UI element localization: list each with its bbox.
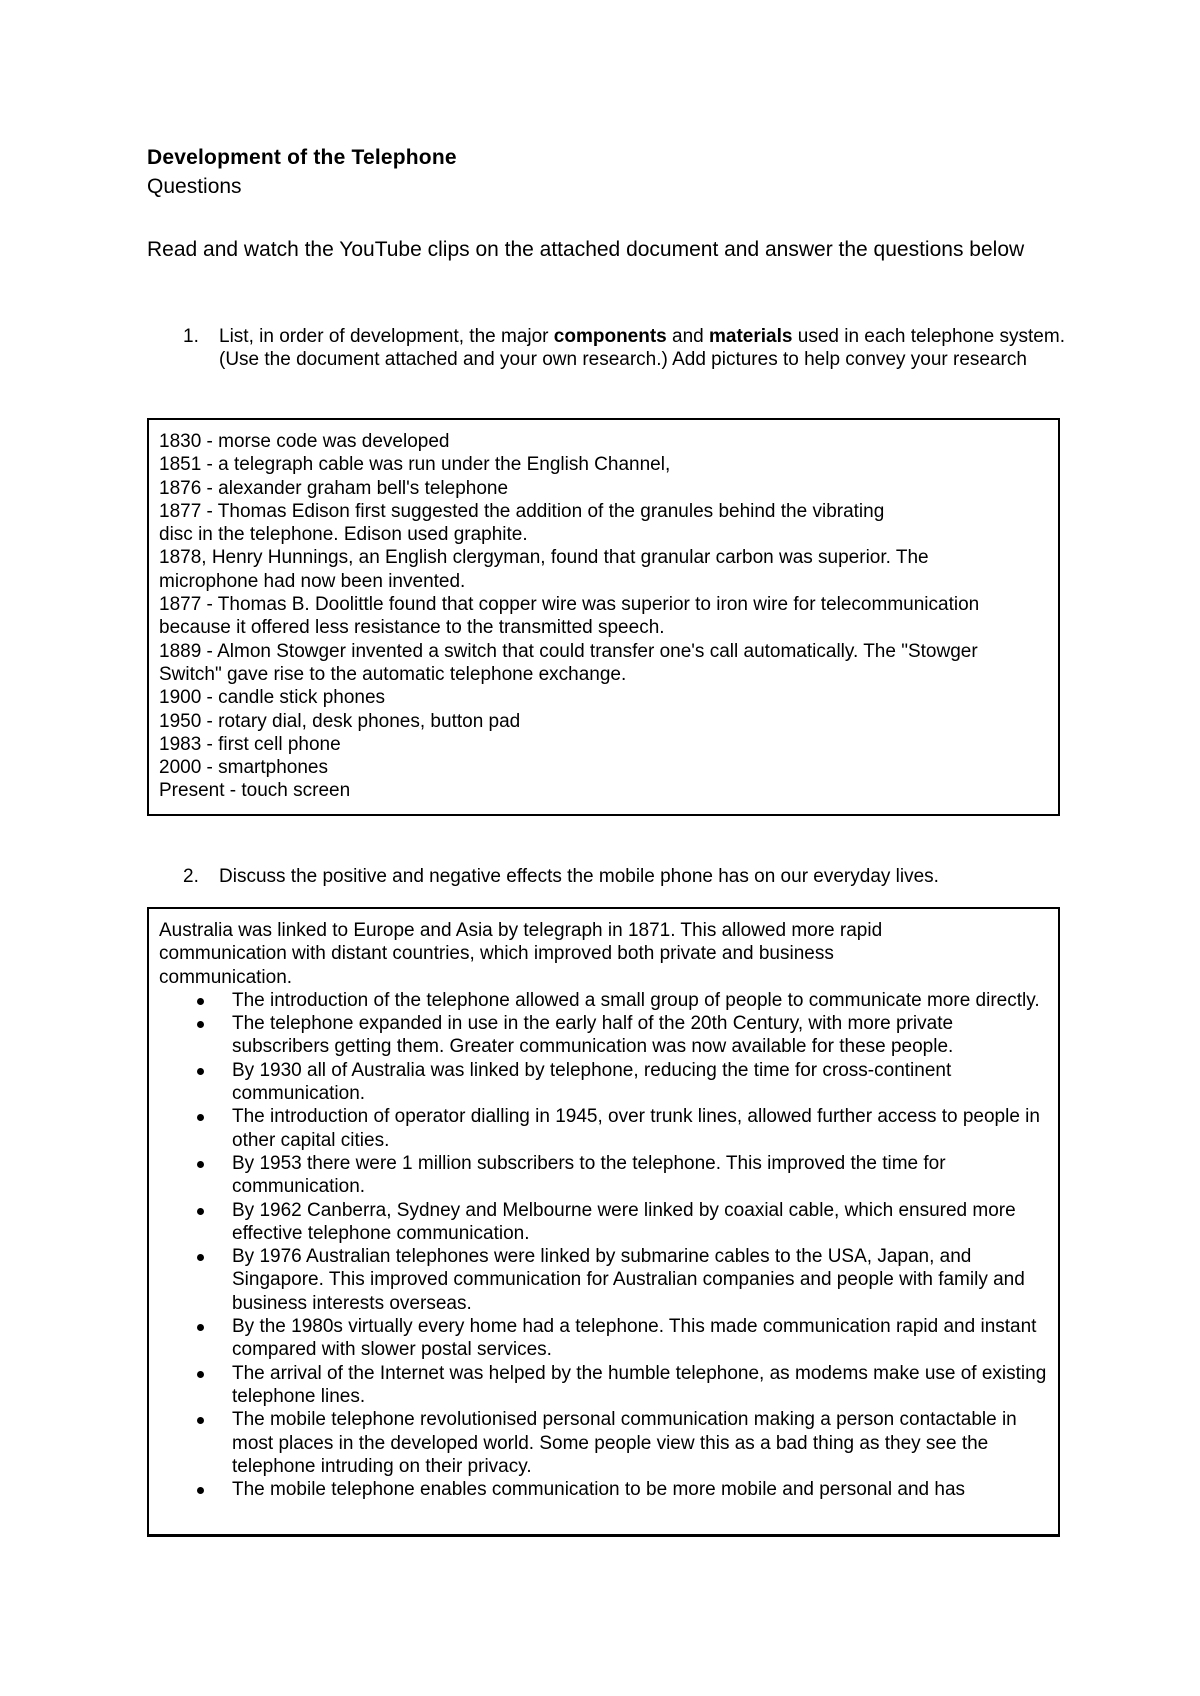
bullet-icon: [197, 1371, 204, 1378]
list-item: [159, 1315, 1048, 1362]
bullet-icon: [197, 1114, 204, 1121]
bullet-icon: [197, 1068, 204, 1075]
answer-1-line: 1878, Henry Hunnings, an English clergyman, found that granular carbon was superior. The: [159, 547, 929, 569]
answer-1-line: 1876 - alexander graham bell's telephone: [159, 477, 509, 499]
answer-2-intro: Australia was linked to Europe and Asia by telegraph in 1871. This allowed more rapid communication with distant countries, which improved both private and business communication.: [159, 920, 883, 988]
bullet-text: The introduction of the telephone allowed a small group of people to communicate more directly.: [232, 989, 1040, 1011]
question-1-text-part: and: [666, 326, 710, 347]
question-1: [147, 325, 1067, 371]
answer-1-line: 1900 - candle stick phones: [159, 687, 386, 709]
question-1-bold-components: components: [553, 326, 667, 347]
answer-1-line: microphone had now been invented.: [159, 570, 466, 592]
answer-box-2[interactable]: [147, 907, 1060, 1537]
bullet-text: By the 1980s virtually every home had a telephone. This made communication rapid and instant compared with slower postal services.: [232, 1316, 1037, 1361]
bullet-icon: [197, 1324, 204, 1331]
document-title: Development of the Telephone: [147, 146, 457, 169]
answer-1-line: 1950 - rotary dial, desk phones, button pad: [159, 710, 521, 732]
bullet-text: By 1976 Australian telephones were linked by submarine cables to the USA, Japan, and Singapore. This improved communication for Australian companies and people with family and business interests overseas.: [232, 1246, 1025, 1314]
bullet-icon: [197, 1487, 204, 1494]
answer-1-line: 1983 - first cell phone: [159, 733, 341, 755]
answer-1-line: 1889 - Almon Stowger invented a switch that could transfer one's call automatically. The "Stowger: [159, 640, 978, 662]
question-1-text: [219, 325, 1067, 371]
list-item: [159, 1105, 1048, 1152]
bullet-text: The telephone expanded in use in the early half of the 20th Century, with more private subscribers getting them. Greater communication was now available for these people.: [232, 1013, 954, 1058]
bullet-text: By 1930 all of Australia was linked by telephone, reducing the time for cross-continent communication.: [232, 1059, 952, 1105]
bullet-icon: [197, 1161, 204, 1168]
bullet-text: The mobile telephone revolutionised personal communication making a person contactable in most places in the developed world. Some people view this as a bad thing as they see the telephone intruding on their privacy.: [232, 1409, 1017, 1477]
answer-1-line: disc in the telephone. Edison used graphite.: [159, 524, 528, 546]
question-1-number: 1.: [183, 326, 199, 347]
list-item: [159, 989, 1048, 1012]
bullet-icon: [197, 1208, 204, 1215]
bullet-text: The introduction of operator dialling in 1945, over trunk lines, allowed further access to people in other capital cities.: [232, 1106, 1040, 1151]
question-1-text-part: used in each telephone system. (Use the document attached and your own research.) Add pictures to help convey your research: [219, 326, 1065, 370]
intro-paragraph: Read and watch the YouTube clips on the attached document and answer the questions below: [147, 238, 1025, 261]
list-item: [159, 1245, 1048, 1315]
answer-1-line: 1877 - Thomas B. Doolittle found that copper wire was superior to iron wire for telecommunication: [159, 594, 980, 616]
answer-1-line: Present - touch screen: [159, 780, 351, 802]
list-item: [159, 1199, 1048, 1246]
question-2-text: Discuss the positive and negative effects the mobile phone has on our everyday lives.: [219, 866, 939, 887]
question-1-text-part: List, in order of development, the major: [219, 326, 554, 347]
answer-1-line: 1851 - a telegraph cable was run under the English Channel,: [159, 454, 671, 476]
list-item: [159, 1478, 1048, 1501]
bullet-icon: [197, 1417, 204, 1424]
bullet-text: By 1953 there were 1 million subscribers to the telephone. This improved the time for communication.: [232, 1152, 946, 1198]
bullet-icon: [197, 1254, 204, 1261]
list-item: [159, 1012, 1048, 1059]
answer-2-bullet-list: [159, 989, 1048, 1502]
list-item: [159, 1408, 1048, 1478]
list-item: [159, 1059, 1048, 1106]
list-item: [159, 1152, 1048, 1199]
answer-1-line: 2000 - smartphones: [159, 757, 328, 779]
answer-box-1[interactable]: [147, 418, 1060, 816]
answer-1-line: Switch" gave rise to the automatic telephone exchange.: [159, 663, 627, 685]
bullet-icon: [197, 998, 204, 1005]
question-2-number: 2.: [183, 866, 199, 887]
bullet-icon: [197, 1021, 204, 1028]
answer-1-line: 1877 - Thomas Edison first suggested the addition of the granules behind the vibrating: [159, 500, 885, 522]
bullet-text: The mobile telephone enables communication to be more mobile and personal and has: [232, 1479, 966, 1501]
question-2: [147, 865, 1067, 888]
answer-1-line: 1830 - morse code was developed: [159, 431, 450, 452]
bullet-text: The arrival of the Internet was helped by the humble telephone, as modems make use of existing telephone lines.: [232, 1362, 1047, 1407]
document-subtitle: Questions: [147, 175, 242, 198]
list-item: [159, 1362, 1048, 1409]
answer-1-line: because it offered less resistance to the transmitted speech.: [159, 617, 665, 639]
bullet-text: By 1962 Canberra, Sydney and Melbourne were linked by coaxial cable, which ensured more effective telephone communication.: [232, 1199, 1016, 1244]
question-1-bold-materials: materials: [709, 326, 793, 347]
